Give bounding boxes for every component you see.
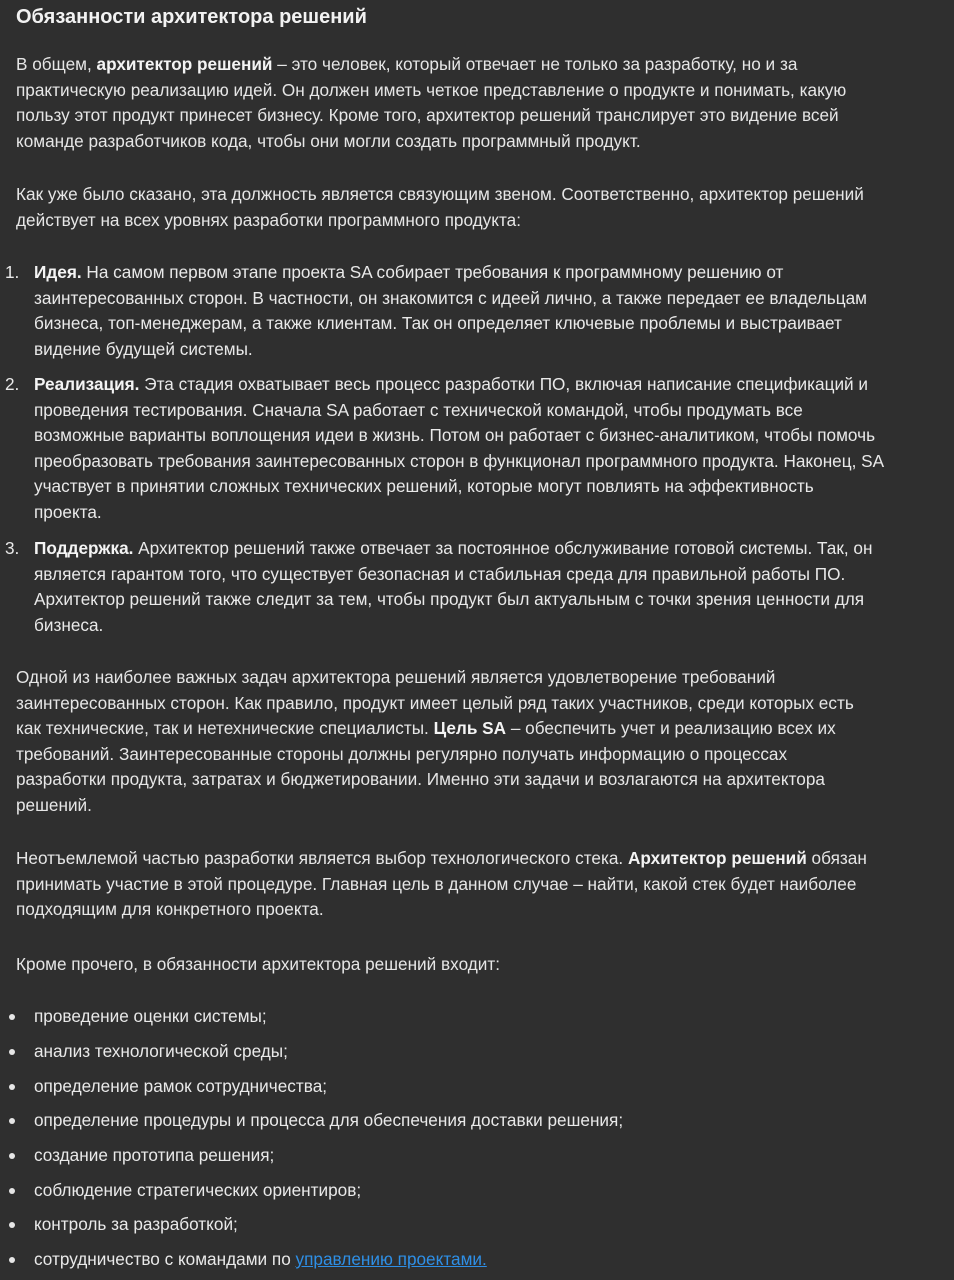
text-run: пользу этот продукт принесет бизнесу. Кроме того, архитектор решений транслирует это видение всей <box>16 105 839 126</box>
text-run: действует на всех уровнях разработки программного продукта: <box>16 209 521 230</box>
bold-term: Реализация. <box>34 374 140 394</box>
text-run: проекта. <box>34 501 102 522</box>
text-line <box>34 260 934 286</box>
list-number: 1. <box>5 262 20 282</box>
text-line <box>34 500 934 526</box>
duty-list-item <box>0 1004 940 1030</box>
duty-list-item <box>0 1178 940 1204</box>
text-run: Архитектор решений также следит за тем, чтобы продукт был актуальным с точки зрения ценности для <box>34 589 865 610</box>
page-title: Обязанности архитектора решений <box>16 6 367 28</box>
text-line <box>34 311 934 337</box>
duty-list-item <box>0 1074 940 1100</box>
text-run: обязан <box>806 848 867 868</box>
text-run: разработки продукта, затратах и бюджетировании. Именно эти задачи и возлагаются на архитектора <box>16 769 825 790</box>
text-run: Эта стадия охватывает весь процесс разработки ПО, включая написание спецификаций и <box>139 374 869 394</box>
text-run: – обеспечить учет и реализацию всех их <box>506 718 836 739</box>
text-run: бизнеса. <box>34 614 104 635</box>
text-run: Одной из наиболее важных задач архитектора решений является удовлетворение требований <box>16 667 776 687</box>
duty-label: соблюдение стратегических ориентиров; <box>34 1180 362 1200</box>
text-line <box>34 562 934 588</box>
text-line <box>16 742 940 768</box>
text-line <box>16 182 940 208</box>
duty-text <box>34 1178 361 1204</box>
text-run: заинтересованных сторон. Как правило, продукт имеет целый ряд таких участников, среди которых есть <box>16 692 854 713</box>
text-line <box>34 449 934 475</box>
duty-label: контроль за разработкой; <box>34 1214 238 1234</box>
text-line <box>16 103 940 129</box>
duty-list-item <box>0 1247 940 1273</box>
text-run: требований. Заинтересованные стороны должны регулярно получать информацию о процессах <box>16 743 788 764</box>
duty-label: проведение оценки системы; <box>34 1006 267 1026</box>
text-line <box>16 952 940 978</box>
text-line <box>34 337 934 363</box>
duties-intro-paragraph <box>16 952 940 978</box>
text-line <box>34 372 934 398</box>
list-number: 3. <box>5 538 20 558</box>
text-run: является гарантом того, что существует безопасная и стабильная среда для правильной работы ПО. <box>34 563 846 584</box>
text-line <box>16 897 940 923</box>
duty-list-item <box>0 1212 940 1238</box>
duty-label: сотрудничество с командами по <box>34 1249 296 1269</box>
duty-text <box>34 1247 487 1273</box>
duty-list-item <box>0 1108 940 1134</box>
text-line <box>34 423 934 449</box>
bullet-icon <box>9 1222 15 1228</box>
text-run: бизнеса, топ-менеджерам, а также клиентам. Так он определяет ключевые проблемы и выстраивает <box>34 313 842 334</box>
text-line <box>16 52 940 78</box>
duty-text <box>34 1108 623 1134</box>
bullet-icon <box>9 1257 15 1263</box>
text-line <box>34 613 934 639</box>
text-run: Как уже было сказано, эта должность является связующим звеном. Соответственно, архитектор решений <box>16 184 864 204</box>
duty-text <box>34 1004 267 1030</box>
text-run: – это человек, который отвечает не только за разработку, но и за <box>272 54 798 74</box>
bold-term: Поддержка. <box>34 538 134 558</box>
list-number: 2. <box>5 374 20 394</box>
project-management-link[interactable]: управлению проектами. <box>295 1249 487 1269</box>
text-line <box>34 587 934 613</box>
bullet-icon <box>9 1153 15 1159</box>
text-line <box>16 129 940 155</box>
text-run: На самом первом этапе проекта SA собирает требования к программному решению от <box>81 262 784 282</box>
duty-label: анализ технологической среды; <box>34 1041 288 1061</box>
text-run: практическую реализацию идей. Он должен иметь четкое представление о продукте и понимать, какую <box>16 79 847 100</box>
text-run: участвует в принятии сложных технических решений, которые могут повлиять на эффективность <box>34 476 814 497</box>
bullet-icon <box>9 1188 15 1194</box>
bold-term: Идея. <box>34 262 82 282</box>
text-run: Архитектор решений также отвечает за постоянное обслуживание готовой системы. Так, он <box>133 538 873 558</box>
text-line <box>16 793 940 819</box>
duty-text <box>34 1212 238 1238</box>
text-line <box>16 846 940 872</box>
duty-text <box>34 1074 327 1100</box>
text-line <box>16 716 940 742</box>
stage-text <box>34 372 934 526</box>
text-line <box>34 474 934 500</box>
text-line <box>16 78 940 104</box>
text-run: проведения тестирования. Сначала SA работает с технической командой, чтобы продумать все <box>34 399 803 420</box>
text-run: заинтересованных сторон. В частности, он знакомится с идеей лично, а также передает ее владельцам <box>34 287 867 308</box>
bold-term: Цель SA <box>433 718 507 739</box>
text-line <box>16 872 940 898</box>
text-run: принимать участие в этой процедуре. Главная цель в данном случае – найти, какой стек будет наиболее <box>16 873 857 894</box>
text-run: В общем, <box>16 54 97 74</box>
text-line <box>34 536 934 562</box>
text-line <box>16 691 940 717</box>
stakeholders-paragraph <box>16 665 940 819</box>
duty-text <box>34 1143 274 1169</box>
text-line <box>16 665 940 691</box>
text-run: Неотъемлемой частью разработки является выбор технологического стека. <box>16 848 628 868</box>
text-run: видение будущей системы. <box>34 338 253 359</box>
bullet-icon <box>9 1118 15 1124</box>
intro-paragraph <box>16 52 940 154</box>
text-run: Кроме прочего, в обязанности архитектора решений входит: <box>16 954 501 974</box>
text-run: преобразовать требования заинтересованных сторон в функционал программного продукта. Наконец, SA <box>34 450 885 471</box>
levels-intro-paragraph <box>16 182 940 233</box>
duty-label: определение рамок сотрудничества; <box>34 1076 328 1096</box>
bold-term: Архитектор решений <box>627 848 807 868</box>
stage-text <box>34 536 934 638</box>
bullet-icon <box>9 1084 15 1090</box>
stage-text <box>34 260 934 362</box>
bold-term: архитектор решений <box>96 54 273 74</box>
duty-list-item <box>0 1039 940 1065</box>
text-line <box>16 208 940 234</box>
text-line <box>34 286 934 312</box>
tech-stack-paragraph <box>16 846 940 923</box>
text-line <box>34 398 934 424</box>
text-run: подходящим для конкретного проекта. <box>16 899 324 920</box>
bullet-icon <box>9 1014 15 1020</box>
text-run: команде разработчиков кода, чтобы они могли создать программный продукт. <box>16 130 641 151</box>
text-run: решений. <box>16 794 92 815</box>
text-run: возможные варианты воплощения идеи в жизнь. Потом он работает с бизнес-аналитиком, чтобы помочь <box>34 425 876 446</box>
text-run: как технические, так и нетехнические специалисты. <box>16 718 434 739</box>
duty-label: определение процедуры и процесса для обеспечения доставки решения; <box>34 1110 624 1130</box>
bullet-icon <box>9 1049 15 1055</box>
text-line <box>16 767 940 793</box>
duty-label: создание прототипа решения; <box>34 1145 275 1165</box>
duty-text <box>34 1039 288 1065</box>
duty-list-item <box>0 1143 940 1169</box>
